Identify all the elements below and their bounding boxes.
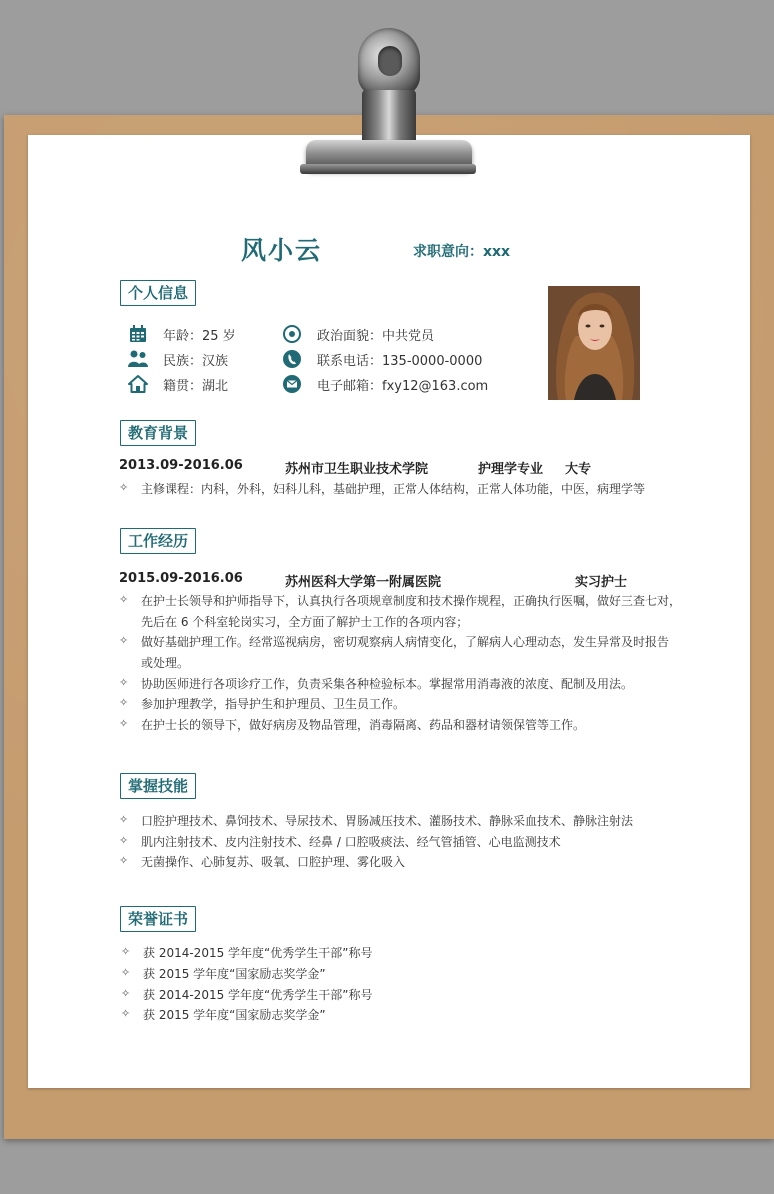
people-icon <box>127 349 149 369</box>
info-origin <box>127 374 228 394</box>
bullet-icon: ✧ <box>119 854 129 867</box>
age-text: 年龄：25 岁 <box>163 328 236 344</box>
work-duty-line: 参加护理教学，指导护生和护理员、卫生员工作。 <box>141 697 406 711</box>
section-title-personal: 个人信息 <box>120 280 196 306</box>
work-duty-line: 在护士长的领导下，做好病房及物品管理，消毒隔离、药品和器材请领保管等工作。 <box>141 718 586 732</box>
ethnicity-text: 民族：汉族 <box>163 353 229 369</box>
home-icon <box>127 374 149 394</box>
bullet-icon: ✧ <box>119 481 129 494</box>
bullet-icon: ✧ <box>119 676 129 689</box>
bullet-icon: ✧ <box>119 634 129 647</box>
email-text: 电子邮箱：fxy12@163.com <box>317 378 489 394</box>
work-duty-line: 或处理。 <box>141 656 190 670</box>
bullet-icon: ✧ <box>119 834 129 847</box>
skill-line: 肌内注射技术、皮内注射技术、经鼻 / 口腔吸痰法、经气管插管、心电监测技术 <box>141 835 561 849</box>
location-icon <box>281 324 303 344</box>
info-age <box>127 324 236 344</box>
bullet-icon: ✧ <box>121 1007 131 1020</box>
bullet-icon: ✧ <box>119 813 129 826</box>
bullet-icon: ✧ <box>119 717 129 730</box>
skill-line: 口腔护理技术、鼻饲技术、导尿技术、胃肠减压技术、灌肠技术、静脉采血技术、静脉注射法 <box>141 814 634 828</box>
bullet-icon: ✧ <box>119 696 129 709</box>
honor-line: 获 2014-2015 学年度“优秀学生干部”称号 <box>143 946 373 960</box>
bullet-icon: ✧ <box>121 987 131 1000</box>
honor-line: 获 2015 学年度“国家励志奖学金” <box>143 967 326 981</box>
work-period: 2015.09-2016.06 <box>119 571 243 586</box>
honor-line: 获 2015 学年度“国家励志奖学金” <box>143 1008 326 1022</box>
calendar-icon <box>127 324 149 344</box>
work-duty-line: 先后在 6 个科室轮岗实习，全方面了解护士工作的各项内容； <box>141 615 469 629</box>
bullet-icon: ✧ <box>119 593 129 606</box>
education-courses: 主修课程：内科，外科，妇科儿科，基础护理，正常人体结构，正常人体功能，中医，病理学等 <box>141 482 646 496</box>
politics-text: 政治面貌：中共党员 <box>317 328 435 344</box>
education-degree: 大专 <box>565 462 592 477</box>
work-duty-line: 在护士长领导和护师指导下，认真执行各项规章制度和技术操作规程，正确执行医嘱，做好三查七对， <box>141 594 682 608</box>
education-period: 2013.09-2016.06 <box>119 458 243 473</box>
profile-photo <box>548 286 640 400</box>
work-duty-line: 协助医师进行各项诊疗工作，负责采集各种检验标本。掌握常用消毒液的浓度、配制及用法。 <box>141 677 634 691</box>
section-title-honors: 荣誉证书 <box>120 906 196 932</box>
mail-icon <box>281 374 303 394</box>
binder-clip <box>300 28 476 178</box>
info-ethnicity <box>127 349 228 369</box>
resume-paper <box>28 135 750 1088</box>
candidate-name: 风小云 <box>241 236 323 265</box>
education-major: 护理学专业 <box>478 462 544 477</box>
work-duty-line: 做好基础护理工作。经常巡视病房，密切观察病人病情变化，了解病人心理动态，发生异常及时报告 <box>141 635 670 649</box>
info-politics <box>281 324 434 344</box>
work-role: 实习护士 <box>575 575 628 590</box>
skill-line: 无菌操作、心肺复苏、吸氧、口腔护理、雾化吸入 <box>141 855 406 869</box>
section-title-skills: 掌握技能 <box>120 773 196 799</box>
honor-line: 获 2014-2015 学年度“优秀学生干部”称号 <box>143 988 373 1002</box>
info-phone <box>281 349 482 369</box>
phone-icon <box>281 349 303 369</box>
phone-text: 联系电话：135-0000-0000 <box>317 353 483 369</box>
education-school: 苏州市卫生职业技术学院 <box>285 462 429 477</box>
info-email <box>281 374 488 394</box>
work-company: 苏州医科大学第一附属医院 <box>285 575 442 590</box>
section-title-education: 教育背景 <box>120 420 196 446</box>
section-title-work: 工作经历 <box>120 528 196 554</box>
origin-text: 籍贯：湖北 <box>163 378 229 394</box>
bullet-icon: ✧ <box>121 966 131 979</box>
job-objective: 求职意向：xxx <box>413 244 511 260</box>
bullet-icon: ✧ <box>121 945 131 958</box>
